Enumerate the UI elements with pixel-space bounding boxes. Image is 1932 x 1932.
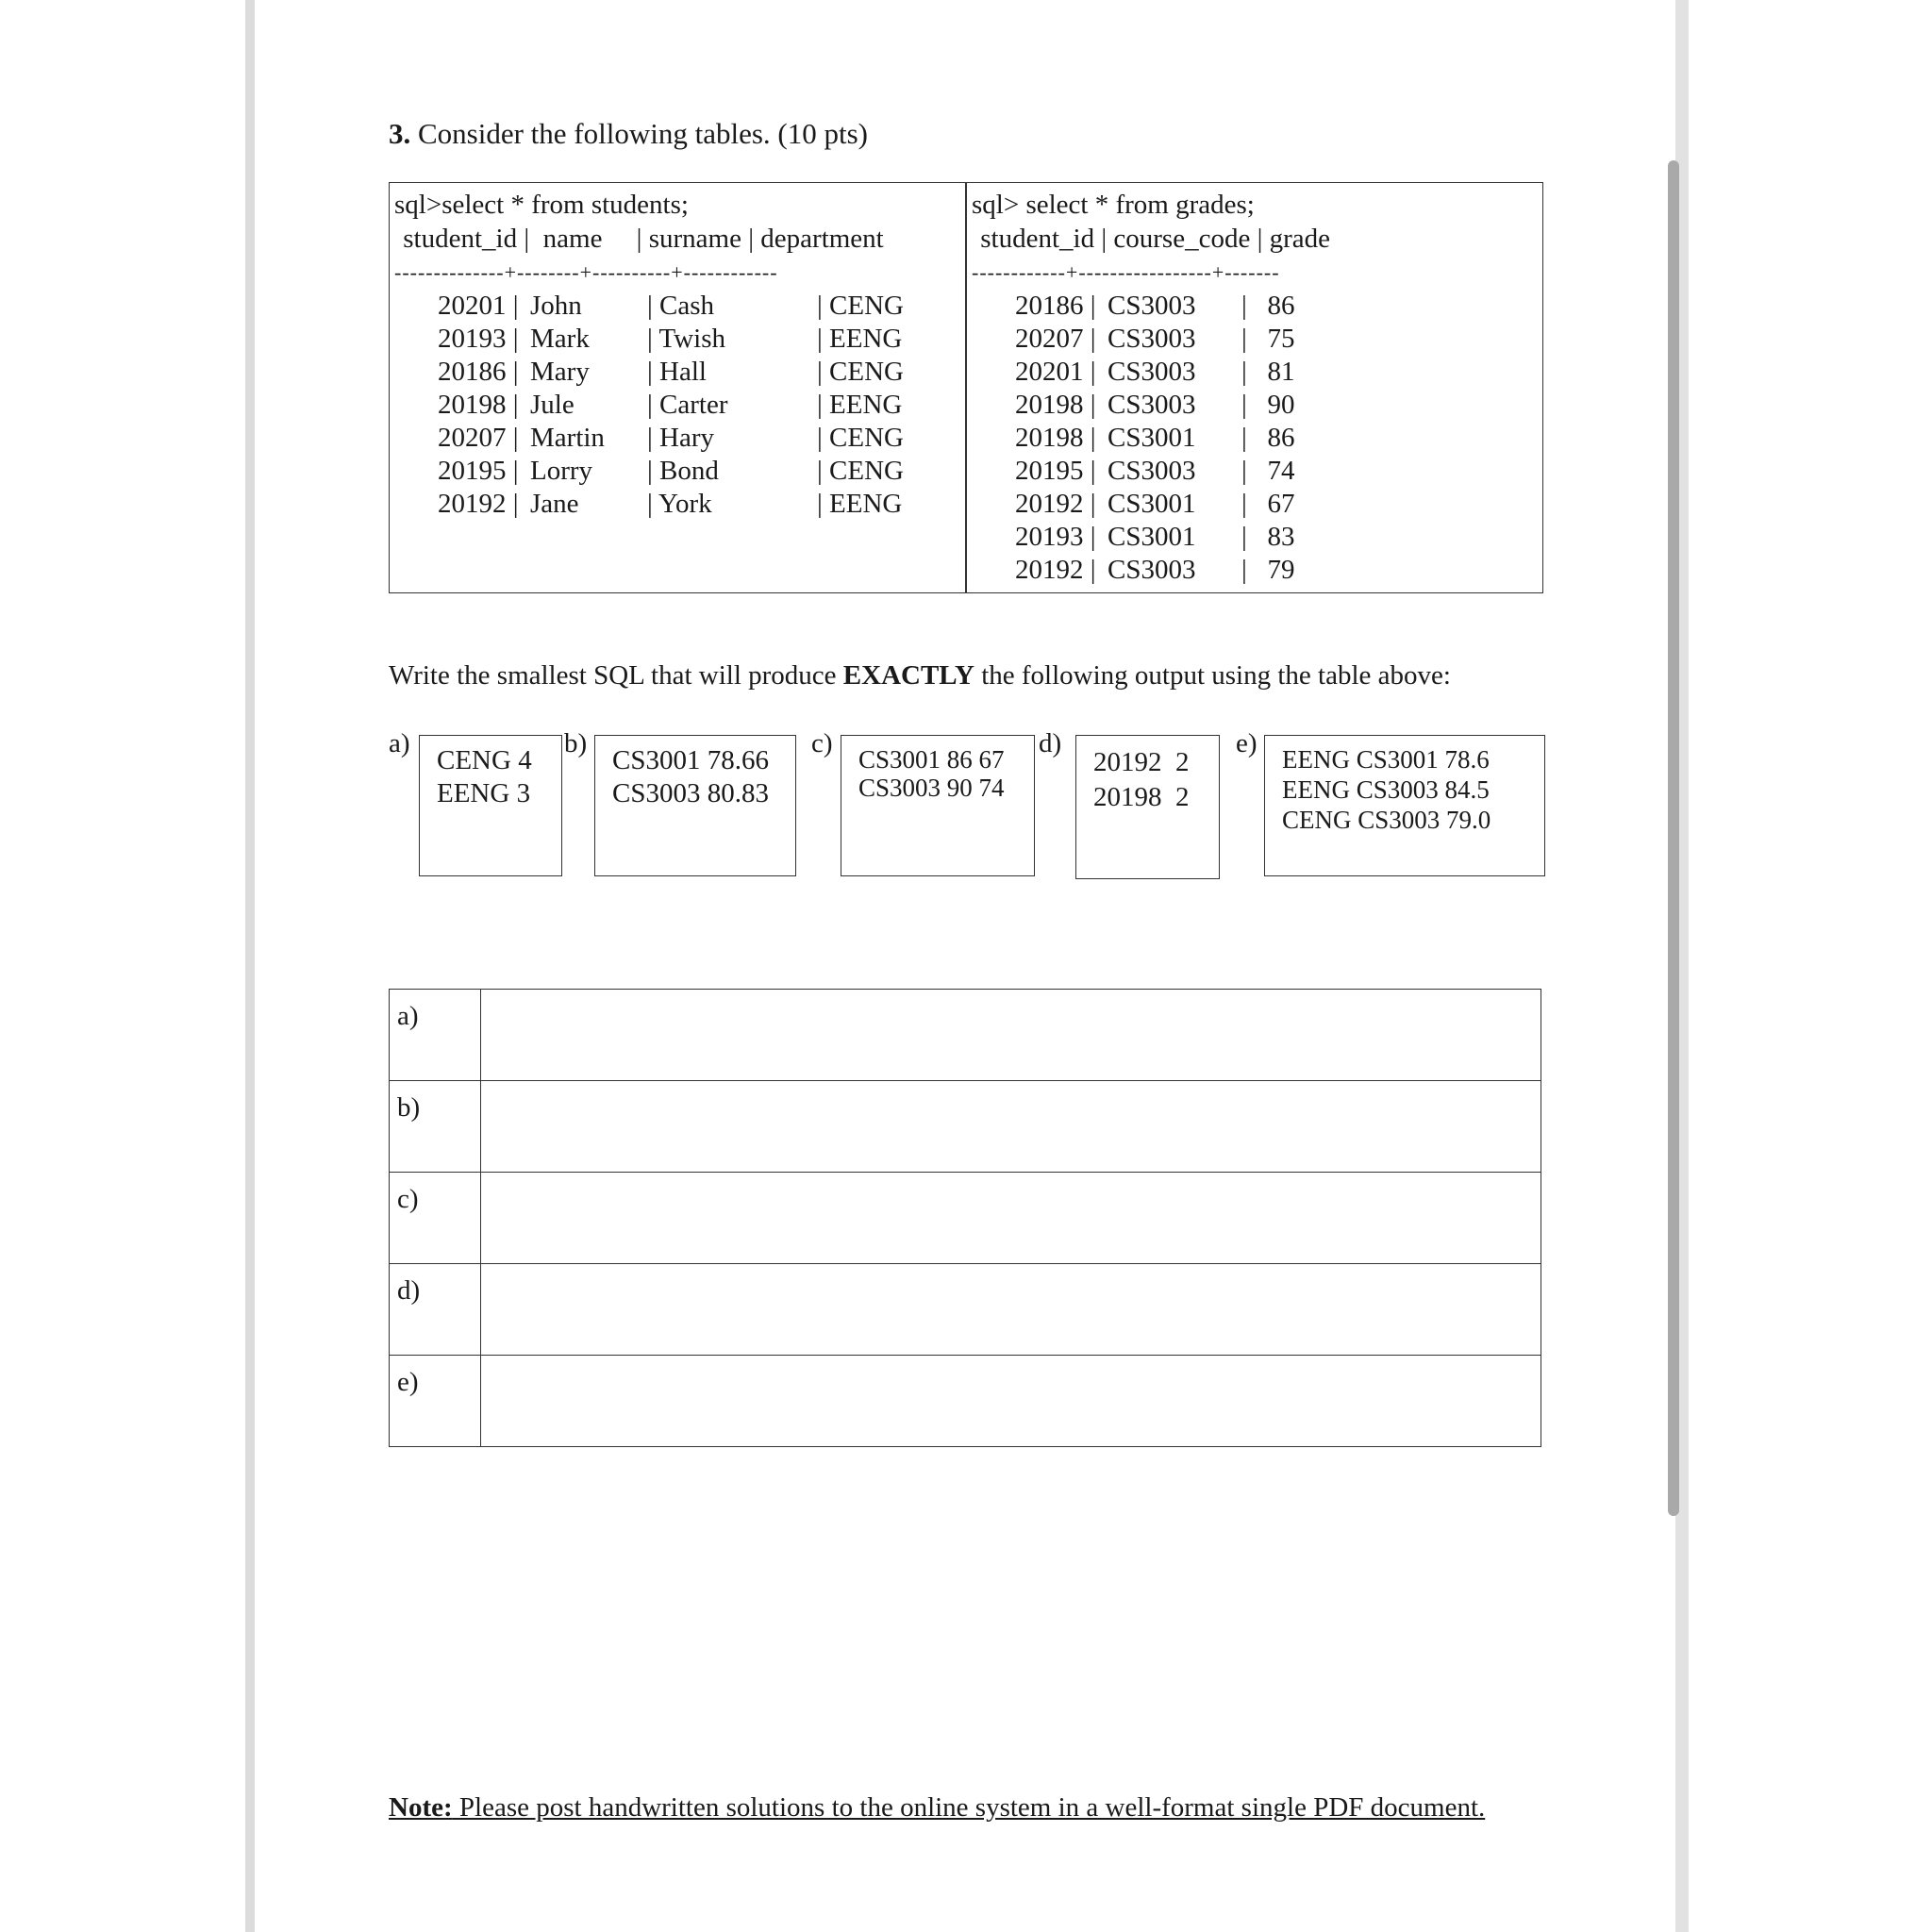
students-cell-surname: | Hall [647,357,707,387]
students-cell-name: Mary [530,357,590,387]
answer-cell[interactable] [481,1173,1541,1264]
output-a-label: a) [389,728,410,758]
note-text: Please post handwritten solutions to the online system in a well-format single PDF document. [452,1792,1486,1823]
output-c-label: c) [811,728,833,758]
answer-row-label: d) [390,1264,481,1356]
answer-row [390,1173,1541,1264]
answer-row-label: e) [390,1356,481,1447]
students-cell-department: | EENG [817,324,903,354]
grades-cell-course: CS3003 [1108,357,1196,387]
grades-cell-grade: | 67 [1241,489,1295,519]
output-d-label: d) [1039,728,1062,758]
output-d-line: 20192 2 [1093,747,1190,777]
answer-row-label: b) [390,1081,481,1173]
instruction-text [389,660,1451,691]
students-cell-id: 20195 | [438,456,519,486]
students-cell-surname: | Carter [647,390,728,420]
answer-cell[interactable] [481,990,1541,1081]
students-cell-id: 20193 | [438,324,519,354]
students-cell-department: | EENG [817,489,903,519]
output-b-line: CS3001 78.66 [612,745,769,775]
answer-row-label: a) [390,990,481,1081]
answer-cell[interactable] [481,1264,1541,1356]
output-a-line: EENG 3 [437,778,531,808]
students-cell-department: | EENG [817,390,903,420]
output-c-line: CS3003 90 74 [858,774,1005,802]
students-header: student_id | name | surname | department [396,224,884,254]
output-d-line: 20198 2 [1093,782,1190,812]
viewer-left-border [245,0,255,1932]
grades-cell-id: 20193 | [1015,522,1096,552]
grades-cell-grade: | 83 [1241,522,1295,552]
grades-cell-id: 20186 | [1015,291,1096,321]
grades-cell-id: 20192 | [1015,489,1096,519]
grades-cell-course: CS3003 [1108,324,1196,354]
answer-row [390,1264,1541,1356]
grades-cell-id: 20195 | [1015,456,1096,486]
students-cell-name: John [530,291,582,321]
grades-cell-grade: | 74 [1241,456,1295,486]
footer-note [389,1792,1485,1824]
students-cell-id: 20198 | [438,390,519,420]
viewer-scrollbar-thumb[interactable] [1668,160,1679,1516]
grades-cell-course: CS3003 [1108,390,1196,420]
students-cell-surname: | Bond [647,456,719,486]
students-cell-department: | CENG [817,423,904,453]
output-a-line: CENG 4 [437,745,532,775]
answer-table [389,989,1541,1447]
instruction-before: Write the smallest SQL that will produce [389,660,843,691]
answer-row [390,1081,1541,1173]
grades-cell-course: CS3001 [1108,423,1196,453]
grades-header: student_id | course_code | grade [974,224,1331,254]
output-e-line: EENG CS3003 84.5 [1282,775,1490,804]
grades-cell-id: 20207 | [1015,324,1096,354]
question-title [389,117,868,151]
question-text: Consider the following tables. (10 pts) [410,117,868,150]
grades-command: sql> select * from grades; [972,190,1255,220]
grades-cell-course: CS3001 [1108,489,1196,519]
output-e-line: CENG CS3003 79.0 [1282,806,1491,834]
students-cell-surname: | Twish [647,324,726,354]
students-cell-name: Martin [530,423,605,453]
grades-cell-id: 20201 | [1015,357,1096,387]
students-cell-name: Jule [530,390,575,420]
output-c-line: CS3001 86 67 [858,745,1005,774]
grades-cell-course: CS3001 [1108,522,1196,552]
answer-cell[interactable] [481,1356,1541,1447]
grades-cell-grade: | 86 [1241,423,1295,453]
students-cell-id: 20192 | [438,489,519,519]
answer-row-label: c) [390,1173,481,1264]
students-cell-surname: | Cash [647,291,715,321]
sql-tables-divider [965,182,967,593]
students-cell-id: 20201 | [438,291,519,321]
grades-cell-grade: | 86 [1241,291,1295,321]
output-e-label: e) [1236,728,1257,758]
grades-cell-grade: | 79 [1241,555,1295,585]
students-cell-department: | CENG [817,291,904,321]
students-cell-id: 20207 | [438,423,519,453]
grades-cell-course: CS3003 [1108,291,1196,321]
answer-row [390,1356,1541,1447]
grades-cell-id: 20198 | [1015,423,1096,453]
output-b-line: CS3003 80.83 [612,778,769,808]
grades-cell-course: CS3003 [1108,456,1196,486]
grades-cell-grade: | 75 [1241,324,1295,354]
instruction-after: the following output using the table above: [974,660,1451,691]
students-cell-department: | CENG [817,357,904,387]
grades-separator: ------------+-----------------+------- [972,260,1280,284]
students-command: sql>select * from students; [394,190,689,220]
question-number: 3. [389,117,411,150]
students-cell-name: Jane [530,489,579,519]
output-b-label: b) [564,728,588,758]
output-e-line: EENG CS3001 78.6 [1282,745,1490,774]
grades-cell-id: 20192 | [1015,555,1096,585]
students-cell-name: Lorry [530,456,593,486]
grades-cell-course: CS3003 [1108,555,1196,585]
grades-cell-grade: | 81 [1241,357,1295,387]
grades-cell-grade: | 90 [1241,390,1295,420]
grades-cell-id: 20198 | [1015,390,1096,420]
students-cell-id: 20186 | [438,357,519,387]
students-cell-department: | CENG [817,456,904,486]
students-cell-name: Mark [530,324,590,354]
note-label: Note: [389,1792,453,1823]
answer-cell[interactable] [481,1081,1541,1173]
answer-row [390,990,1541,1081]
students-cell-surname: | Hary [647,423,715,453]
students-separator: --------------+--------+----------+------------ [394,260,778,284]
students-cell-surname: | York [647,489,712,519]
instruction-emphasis: EXACTLY [842,660,974,691]
